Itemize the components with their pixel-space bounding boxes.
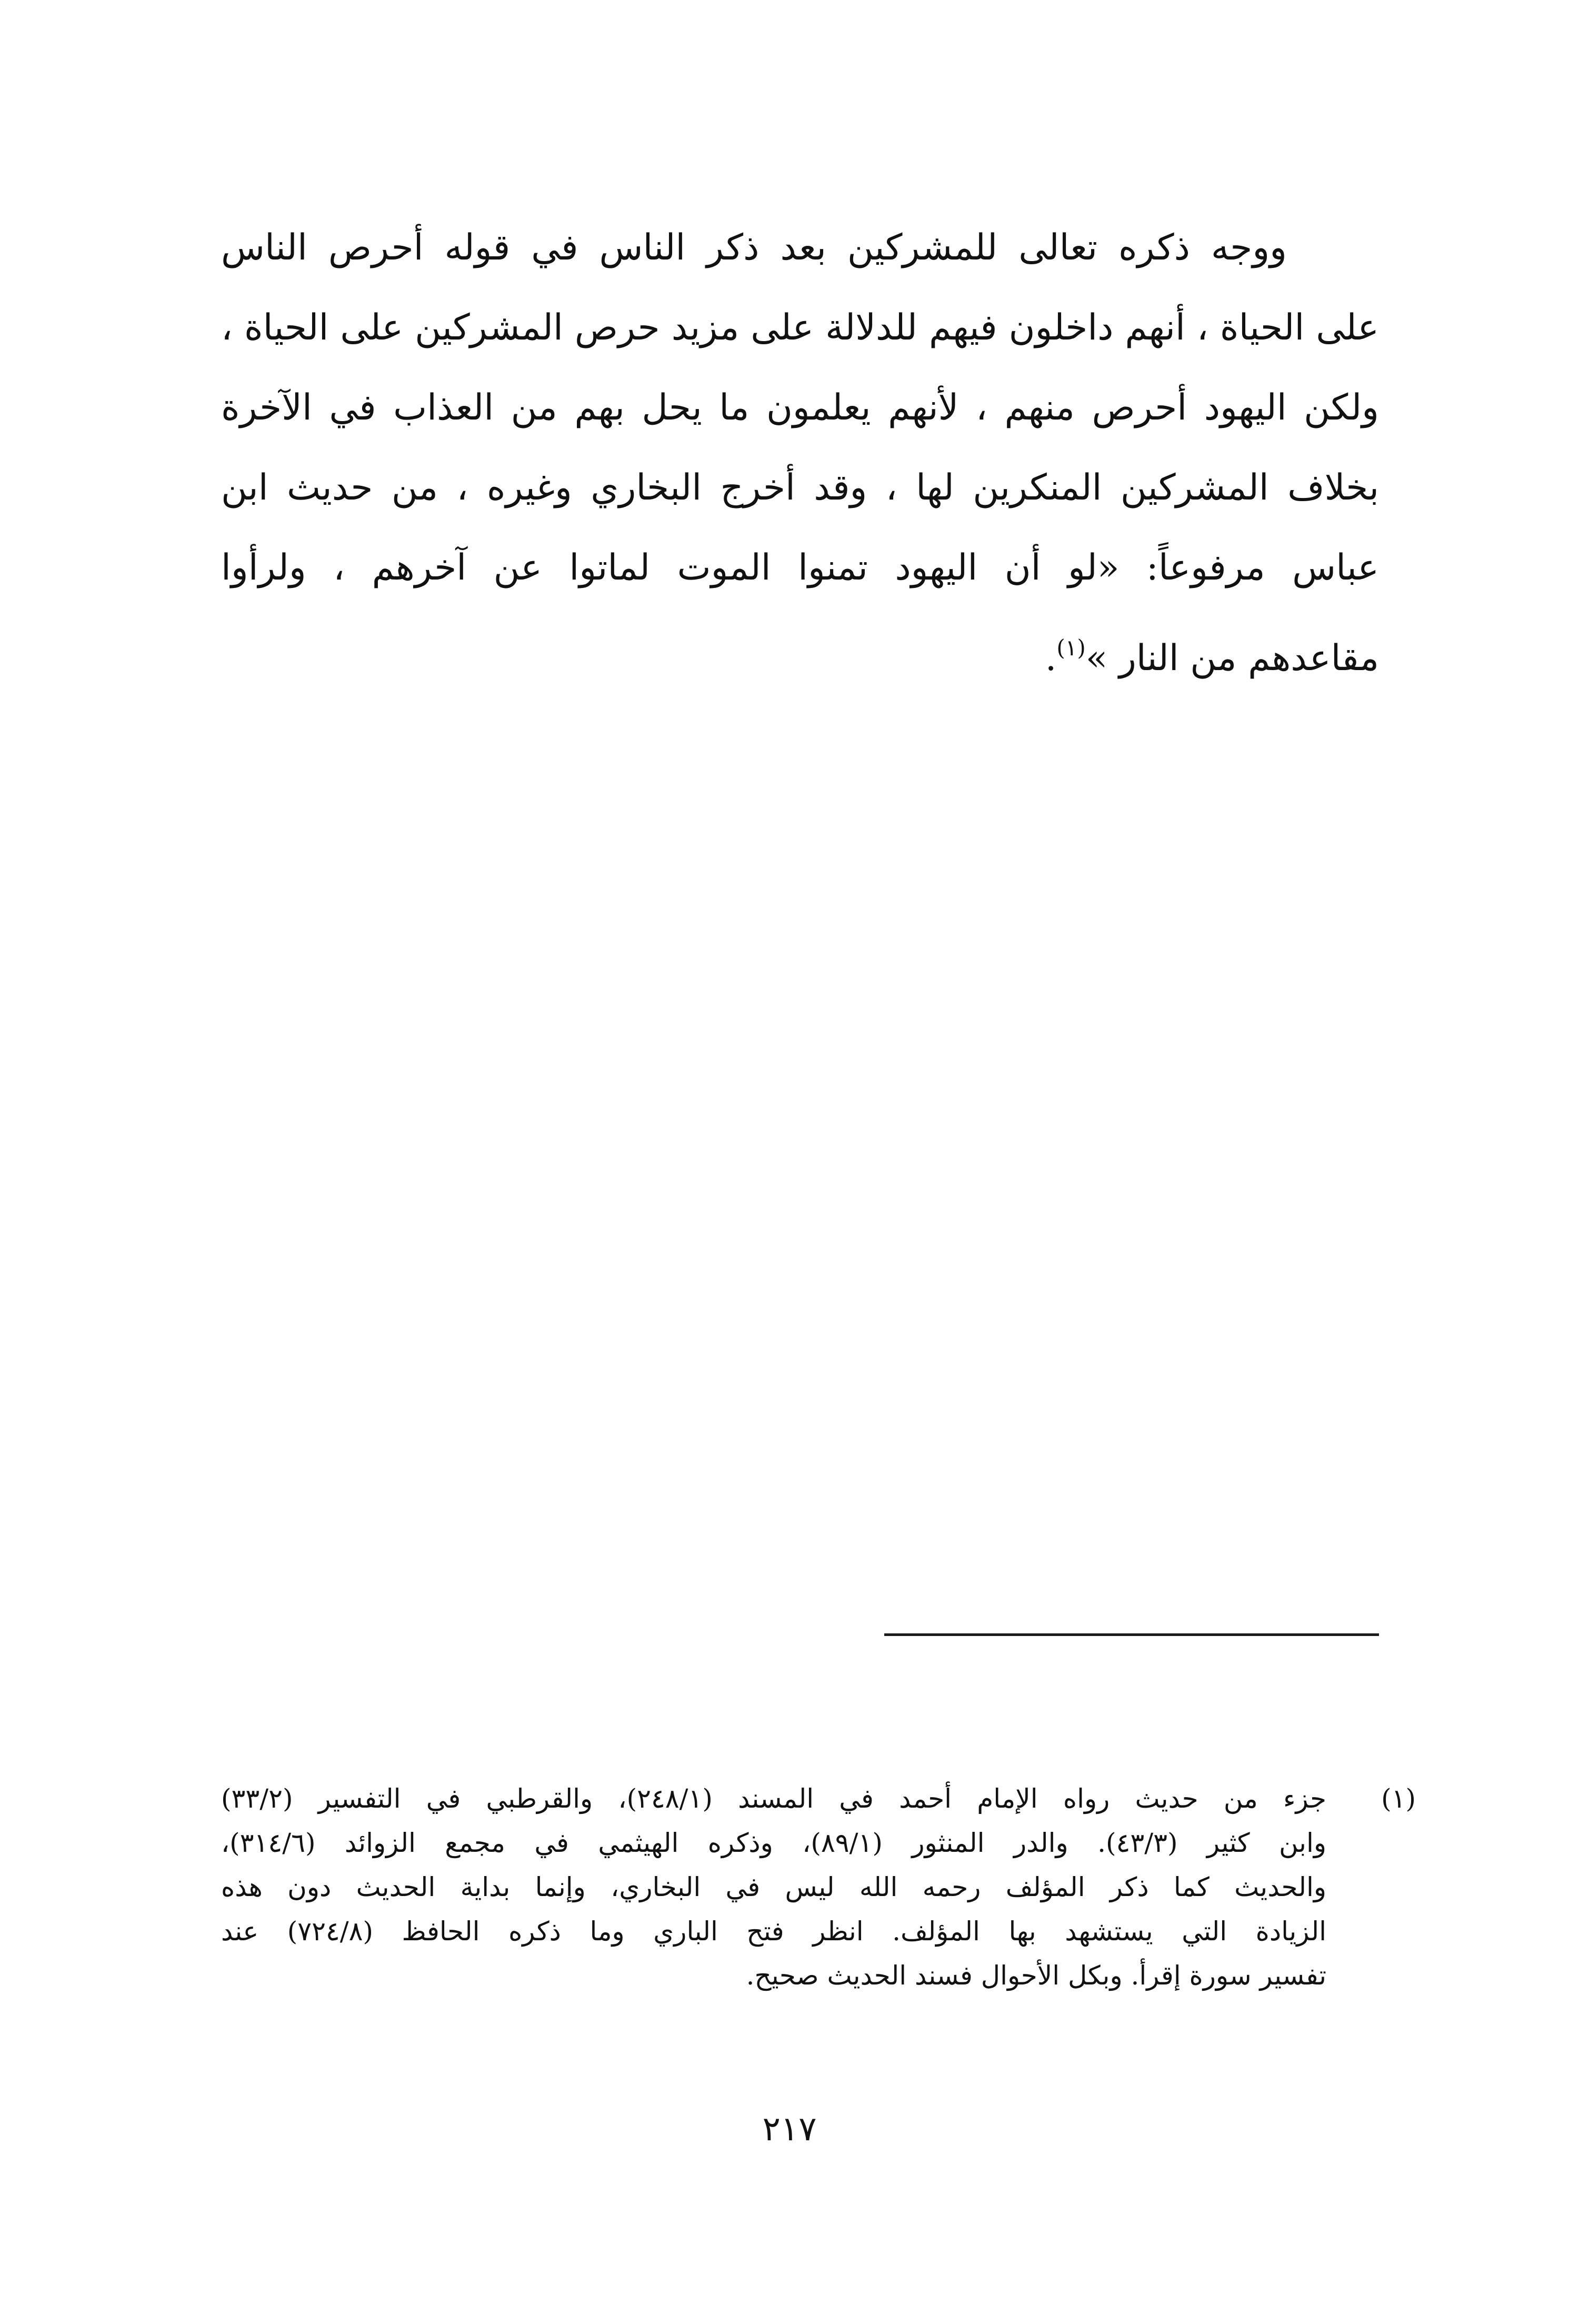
body-line-2: على الحياة ، أنهم داخلون فيهم للدلالة على مزيد حرص المشركين على الحياة ،	[221, 307, 1379, 348]
sentence-end-period: .	[1045, 637, 1057, 679]
body-line-3: ولكن اليهود أحرص منهم ، لأنهم يعلمون ما يحل بهم من العذاب في الآخرة	[221, 387, 1379, 428]
footnote-line-3: والحديث كما ذكر المؤلف رحمه الله ليس في البخاري، وإنما بداية الحديث دون هذه	[221, 1872, 1326, 1902]
body-line-6	[221, 608, 1379, 688]
body-line-4: بخلاف المشركين المنكرين لها ، وقد أخرج البخاري وغيره ، من حديث ابن	[221, 467, 1379, 508]
footnote-line-1: جزء من حديث رواه الإمام أحمد في المسند (٢٤٨/١)، والقرطبي في التفسير (٣٣/٢)	[221, 1783, 1326, 1814]
footnote-line-5: تفسير سورة إقرأ. وبكل الأحوال فسند الحديث صحيح.	[746, 1960, 1326, 1991]
page-number: ٢١٧	[762, 2110, 817, 2149]
body-line-1: ووجه ذكره تعالى للمشركين بعد ذكر الناس في قوله أحرص الناس	[221, 227, 1287, 268]
footnote-marker: (١)	[1381, 1783, 1416, 1814]
body-line-6-text: مقاعدهم من النار »	[1085, 637, 1379, 679]
footnote-separator-rule	[884, 1633, 1379, 1636]
main-paragraph	[221, 208, 1379, 688]
footnote	[221, 1777, 1416, 1998]
footnote-line-4: الزيادة التي يستشهد بها المؤلف. انظر فتح الباري وما ذكره الحافظ (٧٢٤/٨) عند	[221, 1916, 1326, 1947]
footnote-text	[221, 1777, 1326, 1998]
footnote-reference[interactable]: (١)	[1056, 635, 1086, 661]
footnote-line-2: وابن كثير (٤٣/٣). والدر المنثور (٨٩/١)، وذكره الهيثمي في مجمع الزوائد (٣١٤/٦)،	[221, 1828, 1326, 1858]
body-line-5: عباس مرفوعاً: «لو أن اليهود تمنوا الموت لماتوا عن آخرهم ، ولرأوا	[221, 547, 1379, 589]
